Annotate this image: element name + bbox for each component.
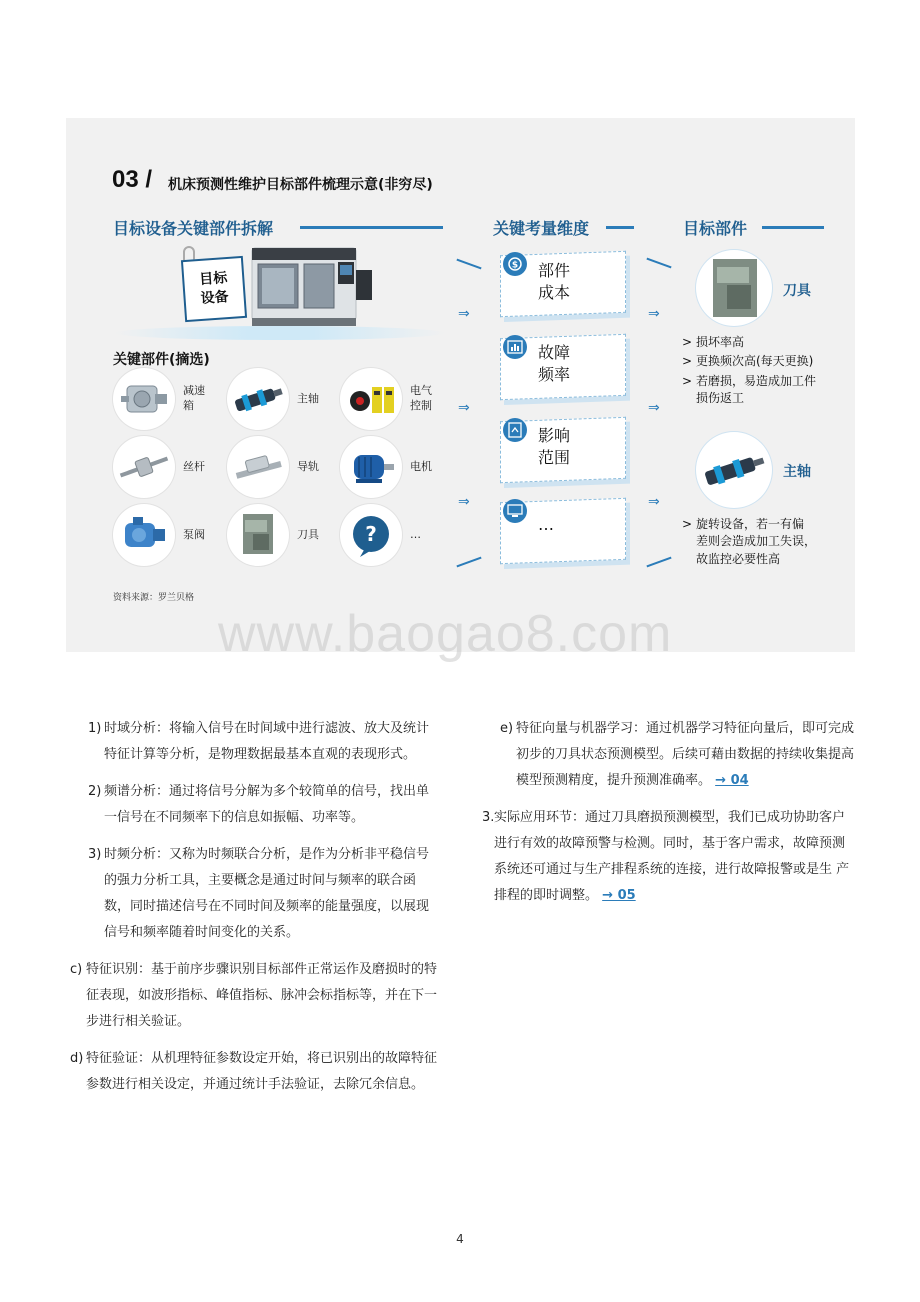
section-rule-right [762, 226, 824, 229]
chart-icon [503, 335, 527, 359]
monitor-icon [503, 499, 527, 523]
bullet-item: > 更换频次高(每天更换) [682, 353, 816, 370]
list-item [482, 805, 856, 909]
component-gearbox [113, 368, 205, 430]
figure-title: 机床预测性维护目标部件梳理示意(非穷尽) [168, 177, 433, 193]
list-marker: 3. [482, 810, 495, 825]
list-item [88, 842, 438, 946]
component-electrical-control [340, 368, 432, 430]
gearbox-icon [119, 376, 169, 422]
section-title-right: 目标部件 [683, 216, 753, 239]
list-text: 时域分析：将输入信号在时间域中进行滤波、放大及统计特征计算等分析，是物理数据最基本直观的表现形式。 [104, 721, 430, 762]
dimension-label-frequency: 故障 频率 [538, 343, 571, 384]
arrow-right-icon: ⇒ [648, 306, 660, 322]
list-text: 特征验证：从机理特征参数设定开始，将已识别出的故障特征参数进行相关设定，并通过统计手法验证，去除冗余信息。 [86, 1051, 438, 1092]
component-label: 电机 [410, 459, 432, 473]
list-item [88, 779, 438, 831]
dimension-label-scope: 影响 范围 [538, 426, 571, 467]
list-text: 时频分析：又称为时频联合分析，是作为分析非平稳信号的强力分析工具，主要概念是通过时间与频率的联合函数，同时描述信号在不同时间及频率的能量强度，以展现信号和频率随着时间变化的关系。 [104, 847, 430, 940]
list-marker: d) [70, 1051, 84, 1066]
list-item [88, 716, 438, 768]
target-name-spindle: 主轴 [783, 464, 811, 480]
component-other [340, 504, 421, 566]
arrow-right-icon: ⇒ [458, 306, 470, 322]
spindle-icon [701, 445, 767, 495]
component-label: 电气 控制 [410, 384, 432, 412]
target-spindle-image [696, 432, 772, 508]
svg-text:?: ? [365, 522, 377, 546]
target-spindle-bullets [682, 516, 816, 570]
arrow-right-icon: ⇒ [458, 494, 470, 510]
dimension-label-more: … [538, 515, 554, 534]
figure-number: 03 / [112, 166, 153, 193]
list-item [500, 716, 856, 794]
section-title-left: 目标设备关键部件拆解 [113, 216, 279, 239]
component-label: 泵阀 [183, 527, 205, 541]
list-marker: e) [500, 721, 514, 736]
component-motor [340, 436, 432, 498]
section-header-left [113, 215, 279, 239]
target-equipment-text: 目标 设备 [198, 270, 230, 307]
component-label: 刀具 [297, 527, 319, 541]
component-label: 丝杆 [183, 459, 205, 473]
bullet-item: > 损坏率高 [682, 334, 816, 351]
bullet-item: > 若磨损，易造成加工件 损伤返工 [682, 373, 816, 408]
guide-rail-icon [231, 447, 285, 487]
section-rule-middle [606, 226, 634, 229]
list-marker: 2) [88, 784, 102, 799]
lead-screw-icon [117, 447, 171, 487]
pump-valve-icon [119, 513, 169, 557]
cnc-machine-icon [250, 240, 380, 328]
cutting-tool-icon [701, 255, 767, 321]
target-tool-image [696, 250, 772, 326]
bullet-item: > 旋转设备，若一有偏 差则会造成加工失误， 故监控必要性高 [682, 516, 816, 568]
section-link-05[interactable]: → 05 [602, 888, 636, 903]
spindle-icon [231, 379, 285, 419]
list-text: 特征向量与机器学习：通过机器学习特征向量后，即可完成初步的刀具状态预测模型。后续可藉由数据的持续收集提高模型预测精度，提升预测准确率。 [516, 721, 855, 788]
component-lead-screw [113, 436, 205, 498]
body-left-column [70, 716, 438, 1109]
target-equipment-label [181, 256, 247, 322]
component-cutting-tool [227, 504, 319, 566]
document-icon [503, 418, 527, 442]
dimension-label-cost: 部件 成本 [538, 261, 571, 302]
component-label: 主轴 [297, 391, 319, 405]
cutting-tool-icon [233, 510, 283, 560]
dollar-icon [503, 252, 527, 276]
component-label: … [410, 527, 421, 541]
list-marker: 1) [88, 721, 102, 736]
arrow-right-icon: ⇒ [458, 400, 470, 416]
section-rule-left [300, 226, 443, 229]
list-item [70, 1046, 438, 1098]
component-pump-valve [113, 504, 205, 566]
list-marker: c) [70, 962, 83, 977]
page-number: 4 [456, 1232, 464, 1246]
target-name-tool: 刀具 [783, 283, 811, 299]
arrow-right-icon: ⇒ [648, 494, 660, 510]
component-guide-rail [227, 436, 319, 498]
section-header-middle [493, 215, 595, 239]
list-item [70, 957, 438, 1035]
list-text: 实际应用环节：通过刀具磨损预测模型，我们已成功协助客户进行有效的故障预警与检测。同时，基于客户需求，故障预测系统还可通过与生产排程系统的连接，进行故障报警或是生 产排程的即时调整。 [494, 810, 850, 903]
list-text: 频谱分析：通过将信号分解为多个较简单的信号，找出单一信号在不同频率下的信息如振幅、功率等。 [104, 784, 430, 825]
source-note: 资料来源：罗兰贝格 [113, 593, 195, 603]
component-label: 导轨 [297, 459, 319, 473]
section-header-right [683, 215, 753, 239]
list-text: 特征识别：基于前序步骤识别目标部件正常运作及磨损时的特征表现，如波形指标、峰值指标、脉冲会标指标等，并在下一步进行相关验证。 [86, 962, 438, 1029]
list-marker: 3) [88, 847, 102, 862]
motor-icon [346, 447, 396, 487]
svg-text:$: $ [511, 260, 519, 271]
component-spindle [227, 368, 319, 430]
section-title-middle: 关键考量维度 [493, 216, 595, 239]
electrical-control-icon [346, 379, 396, 419]
body-right-column [482, 716, 856, 920]
machine-glow [115, 326, 445, 340]
arrow-right-icon: ⇒ [648, 400, 660, 416]
component-label: 减速 箱 [183, 384, 205, 412]
section-link-04[interactable]: → 04 [715, 773, 749, 788]
question-mark-icon [346, 510, 396, 560]
key-parts-title: 关键部件(摘选) [113, 352, 210, 368]
target-tool-bullets [682, 334, 816, 410]
watermark: www.baogao8.com [218, 605, 673, 663]
